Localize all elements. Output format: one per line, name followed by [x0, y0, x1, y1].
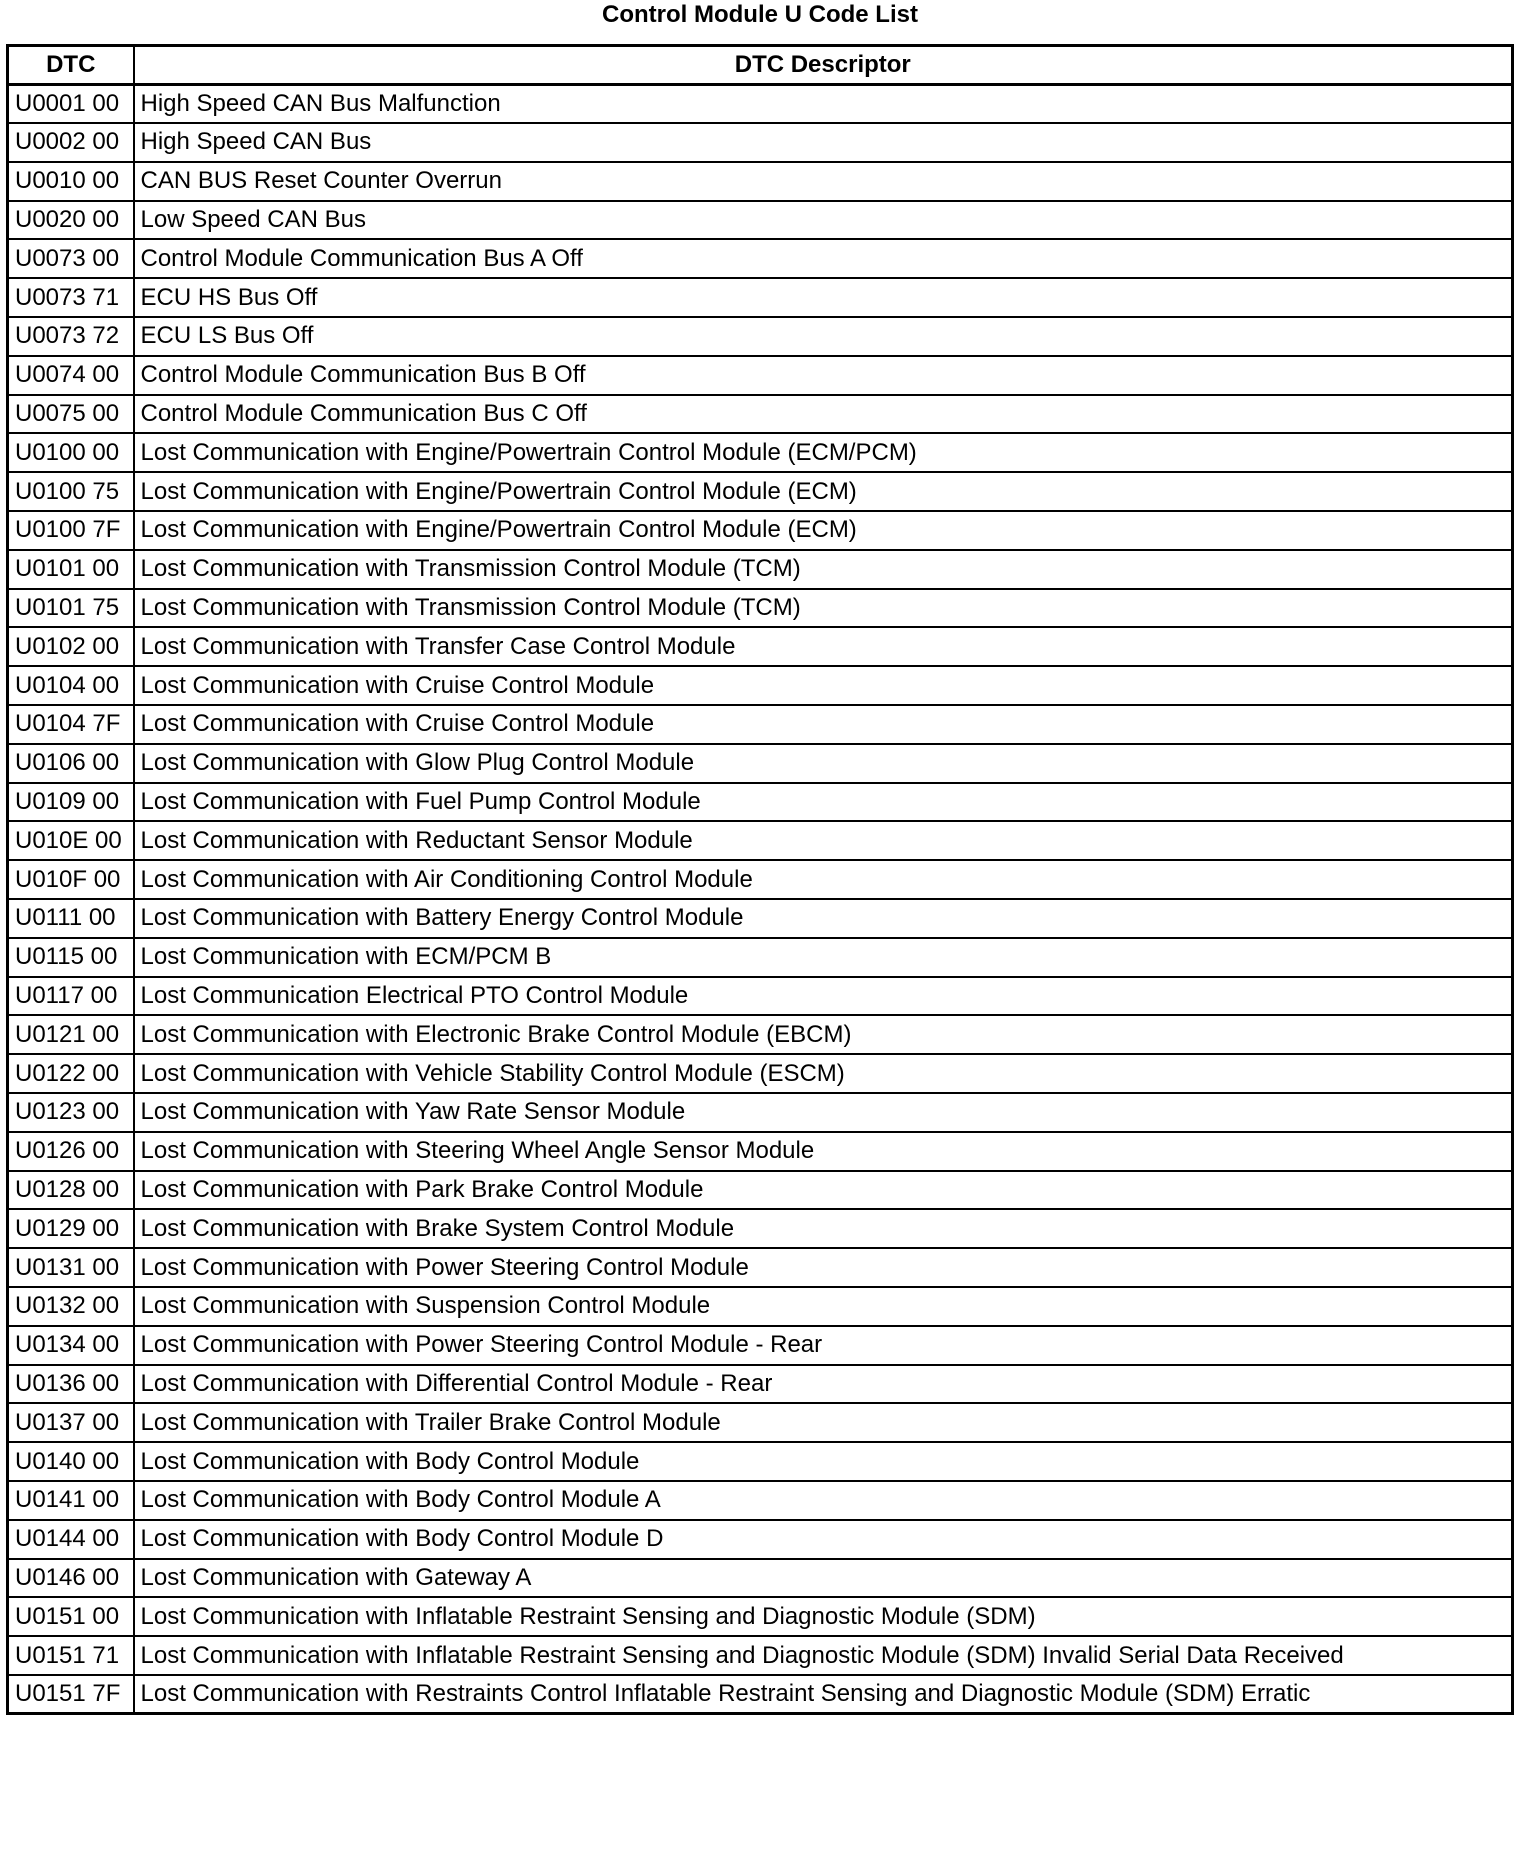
dtc-code-cell: U0109 00 [8, 783, 134, 822]
table-row [8, 1132, 1513, 1171]
dtc-descriptor-cell: Lost Communication with Park Brake Control Module [134, 1171, 1513, 1210]
dtc-descriptor-cell: Lost Communication with Engine/Powertrain Control Module (ECM/PCM) [134, 433, 1513, 472]
table-row [8, 1597, 1513, 1636]
table-row [8, 860, 1513, 899]
dtc-descriptor-cell: Lost Communication with Cruise Control Module [134, 705, 1513, 744]
dtc-code-cell: U0073 71 [8, 278, 134, 317]
dtc-code-cell: U0128 00 [8, 1171, 134, 1210]
table-row [8, 977, 1513, 1016]
dtc-descriptor-cell: Lost Communication with Body Control Module [134, 1442, 1513, 1481]
table-row [8, 1326, 1513, 1365]
table-row [8, 899, 1513, 938]
dtc-code-cell: U0151 7F [8, 1675, 134, 1714]
table-row [8, 201, 1513, 240]
dtc-code-cell: U0075 00 [8, 395, 134, 434]
dtc-code-cell: U0136 00 [8, 1365, 134, 1404]
dtc-descriptor-cell: Lost Communication with Battery Energy Control Module [134, 899, 1513, 938]
dtc-descriptor-cell: Lost Communication with Power Steering Control Module [134, 1248, 1513, 1287]
descriptor-column-header: DTC Descriptor [134, 46, 1513, 85]
table-row [8, 239, 1513, 278]
dtc-code-cell: U0101 00 [8, 550, 134, 589]
dtc-code-cell: U0074 00 [8, 356, 134, 395]
table-row [8, 1520, 1513, 1559]
table-row [8, 589, 1513, 628]
dtc-descriptor-cell: ECU LS Bus Off [134, 317, 1513, 356]
dtc-descriptor-cell: Lost Communication with Differential Control Module - Rear [134, 1365, 1513, 1404]
dtc-descriptor-cell: High Speed CAN Bus Malfunction [134, 84, 1513, 123]
table-row [8, 472, 1513, 511]
dtc-code-cell: U0117 00 [8, 977, 134, 1016]
table-row [8, 1442, 1513, 1481]
table-row [8, 511, 1513, 550]
table-row [8, 278, 1513, 317]
dtc-table [6, 44, 1514, 1715]
dtc-code-cell: U0137 00 [8, 1403, 134, 1442]
dtc-descriptor-cell: Lost Communication with Electronic Brake Control Module (EBCM) [134, 1015, 1513, 1054]
dtc-code-cell: U0140 00 [8, 1442, 134, 1481]
dtc-code-cell: U0020 00 [8, 201, 134, 240]
dtc-code-cell: U0144 00 [8, 1520, 134, 1559]
dtc-descriptor-cell: Control Module Communication Bus C Off [134, 395, 1513, 434]
dtc-descriptor-cell: Lost Communication with Vehicle Stability Control Module (ESCM) [134, 1054, 1513, 1093]
table-row [8, 821, 1513, 860]
dtc-descriptor-cell: Low Speed CAN Bus [134, 201, 1513, 240]
table-body [8, 84, 1513, 1713]
dtc-descriptor-cell: Lost Communication with Engine/Powertrain Control Module (ECM) [134, 472, 1513, 511]
table-row [8, 84, 1513, 123]
dtc-descriptor-cell: Lost Communication with Air Conditioning Control Module [134, 860, 1513, 899]
dtc-code-cell: U0010 00 [8, 162, 134, 201]
dtc-descriptor-cell: Lost Communication with Transfer Case Control Module [134, 627, 1513, 666]
dtc-descriptor-cell: Lost Communication with Fuel Pump Control Module [134, 783, 1513, 822]
dtc-code-cell: U0100 7F [8, 511, 134, 550]
dtc-code-cell: U0151 00 [8, 1597, 134, 1636]
dtc-code-cell: U0151 71 [8, 1636, 134, 1675]
dtc-descriptor-cell: Lost Communication with Glow Plug Control Module [134, 744, 1513, 783]
dtc-descriptor-cell: Lost Communication with Suspension Control Module [134, 1287, 1513, 1326]
dtc-descriptor-cell: Lost Communication Electrical PTO Control Module [134, 977, 1513, 1016]
dtc-code-cell: U0111 00 [8, 899, 134, 938]
table-row [8, 433, 1513, 472]
table-row [8, 705, 1513, 744]
table-header-row [8, 46, 1513, 85]
table-row [8, 550, 1513, 589]
dtc-code-cell: U0121 00 [8, 1015, 134, 1054]
table-row [8, 162, 1513, 201]
table-row [8, 356, 1513, 395]
table-row [8, 1675, 1513, 1714]
dtc-code-cell: U0126 00 [8, 1132, 134, 1171]
dtc-descriptor-cell: Lost Communication with Brake System Control Module [134, 1209, 1513, 1248]
dtc-descriptor-cell: Lost Communication with Transmission Control Module (TCM) [134, 550, 1513, 589]
table-row [8, 744, 1513, 783]
page-title: Control Module U Code List [602, 1, 918, 28]
dtc-descriptor-cell: Lost Communication with Steering Wheel Angle Sensor Module [134, 1132, 1513, 1171]
dtc-descriptor-cell: Control Module Communication Bus A Off [134, 239, 1513, 278]
dtc-code-cell: U0115 00 [8, 938, 134, 977]
dtc-descriptor-cell: CAN BUS Reset Counter Overrun [134, 162, 1513, 201]
dtc-code-cell: U0122 00 [8, 1054, 134, 1093]
dtc-code-cell: U0123 00 [8, 1093, 134, 1132]
table-row [8, 627, 1513, 666]
dtc-code-cell: U0101 75 [8, 589, 134, 628]
dtc-descriptor-cell: Lost Communication with Power Steering Control Module - Rear [134, 1326, 1513, 1365]
table-row [8, 783, 1513, 822]
table-row [8, 1403, 1513, 1442]
dtc-descriptor-cell: Lost Communication with Trailer Brake Control Module [134, 1403, 1513, 1442]
dtc-code-cell: U0104 7F [8, 705, 134, 744]
table-row [8, 666, 1513, 705]
table-row [8, 1559, 1513, 1598]
dtc-code-cell: U0100 75 [8, 472, 134, 511]
table-row [8, 1248, 1513, 1287]
dtc-descriptor-cell: Lost Communication with Engine/Powertrain Control Module (ECM) [134, 511, 1513, 550]
dtc-descriptor-cell: Lost Communication with Gateway A [134, 1559, 1513, 1598]
table-row [8, 1209, 1513, 1248]
table-row [8, 1171, 1513, 1210]
dtc-code-cell: U0106 00 [8, 744, 134, 783]
table-row [8, 1015, 1513, 1054]
table-row [8, 1054, 1513, 1093]
table-row [8, 1365, 1513, 1404]
dtc-code-cell: U0129 00 [8, 1209, 134, 1248]
dtc-descriptor-cell: Lost Communication with Inflatable Restraint Sensing and Diagnostic Module (SDM) Invalid Serial Data Received [134, 1636, 1513, 1675]
dtc-column-header: DTC [8, 46, 134, 85]
dtc-code-cell: U0001 00 [8, 84, 134, 123]
table-row [8, 395, 1513, 434]
dtc-code-cell: U0002 00 [8, 123, 134, 162]
table-row [8, 1287, 1513, 1326]
dtc-descriptor-cell: Lost Communication with Body Control Module A [134, 1481, 1513, 1520]
table-row [8, 938, 1513, 977]
dtc-descriptor-cell: Lost Communication with Yaw Rate Sensor Module [134, 1093, 1513, 1132]
dtc-code-cell: U0141 00 [8, 1481, 134, 1520]
dtc-descriptor-cell: Lost Communication with Body Control Module D [134, 1520, 1513, 1559]
dtc-descriptor-cell: Lost Communication with Inflatable Restraint Sensing and Diagnostic Module (SDM) [134, 1597, 1513, 1636]
dtc-descriptor-cell: Lost Communication with ECM/PCM B [134, 938, 1513, 977]
dtc-descriptor-cell: Lost Communication with Transmission Control Module (TCM) [134, 589, 1513, 628]
dtc-code-cell: U010F 00 [8, 860, 134, 899]
table-row [8, 1636, 1513, 1675]
table-row [8, 317, 1513, 356]
dtc-code-cell: U0134 00 [8, 1326, 134, 1365]
dtc-descriptor-cell: Control Module Communication Bus B Off [134, 356, 1513, 395]
dtc-code-cell: U0102 00 [8, 627, 134, 666]
dtc-descriptor-cell: Lost Communication with Reductant Sensor Module [134, 821, 1513, 860]
dtc-code-cell: U0073 72 [8, 317, 134, 356]
table-row [8, 1093, 1513, 1132]
dtc-code-cell: U0146 00 [8, 1559, 134, 1598]
dtc-descriptor-cell: Lost Communication with Cruise Control Module [134, 666, 1513, 705]
dtc-code-cell: U0131 00 [8, 1248, 134, 1287]
dtc-code-cell: U010E 00 [8, 821, 134, 860]
table-row [8, 123, 1513, 162]
dtc-code-cell: U0100 00 [8, 433, 134, 472]
dtc-descriptor-cell: ECU HS Bus Off [134, 278, 1513, 317]
dtc-descriptor-cell: Lost Communication with Restraints Control Inflatable Restraint Sensing and Diagnostic Module (SDM) Erratic [134, 1675, 1513, 1714]
table-row [8, 1481, 1513, 1520]
dtc-code-cell: U0104 00 [8, 666, 134, 705]
dtc-code-cell: U0132 00 [8, 1287, 134, 1326]
dtc-code-cell: U0073 00 [8, 239, 134, 278]
dtc-descriptor-cell: High Speed CAN Bus [134, 123, 1513, 162]
